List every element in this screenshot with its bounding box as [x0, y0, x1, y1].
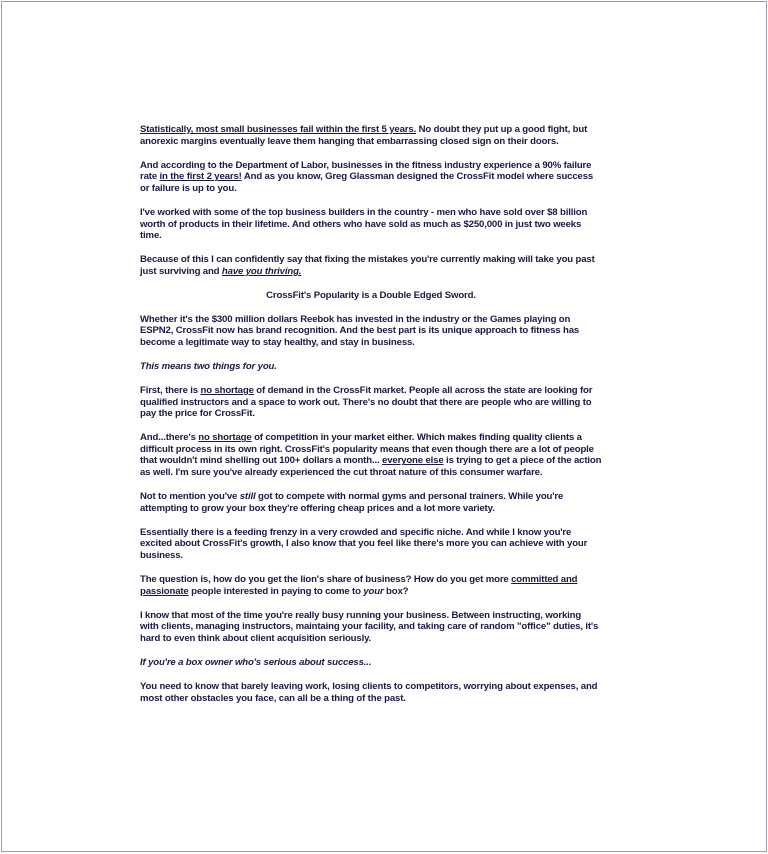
underlined-text: committed and passionate	[140, 574, 578, 597]
paragraph-text: Because of this I can confidently say that fixing the mistakes you're currently making will take you past just surviving and	[140, 254, 595, 277]
paragraph-text: people interested in paying to come to	[188, 585, 364, 597]
paragraph-3: I've worked with some of the top business builders in the country - men who have sold over $8 billion worth of products in their lifetime. And others who have sold as much as $250,000 in just two weeks time.	[140, 206, 588, 242]
paragraph-text: of competition in your market either. Which makes finding quality clients a difficult process in its own right. CrossFit's popularity means that even though there are a lot of people that wouldn't mind shelling out 100+ dollars a month...	[140, 432, 594, 467]
underlined-text: Statistically, most small businesses fail within the first 5 years.	[140, 124, 417, 135]
paragraph-12: I know that most of the time you're really busy running your business. Between instructing, working with clients, managing instructors, maintaing your facility, and taking care of random "office" duties, it's hard to even think about client acquisition seriously.	[140, 609, 599, 644]
paragraph-text: First, there is	[140, 384, 201, 396]
paragraph-13: If you're a box owner who's serious about success...	[140, 657, 372, 668]
paragraph-text: And...there's	[140, 432, 199, 444]
paragraph-text: is trying to get a piece of the action as well. I'm sure you've already experienced the cut throat nature of this consumer warfare.	[140, 455, 602, 478]
paragraph-text: got to compete with normal gyms and personal trainers. While you're attempting to grow your box they're offering cheap prices and a lot more variety.	[140, 491, 564, 514]
document-page	[1, 1, 767, 852]
underlined-text: no shortage	[198, 432, 252, 444]
paragraph-5: Whether it's the $300 million dollars Reebok has invested in the industry or the Games playing on ESPN2, CrossFit now has brand recognition. And the best part is its unique approach to fitness has become a legitimate way to stay healthy, and stay in business.	[140, 313, 580, 348]
paragraph-text: The question is, how do you get the lion's share of business? How do you get more	[140, 574, 512, 586]
paragraph-11	[140, 574, 602, 597]
paragraph-7	[140, 385, 602, 420]
paragraph-6: This means two things for you.	[140, 360, 277, 372]
paragraph-text: of demand in the CrossFit market. People all across the state are looking for qualified instructors and a space to work out. There's no doubt that there are people who are willing to pay the price for CrossFit.	[140, 384, 593, 420]
paragraph-text: No doubt they put up a good fight, but anorexic margins eventually leave them hanging that embarrassing closed sign on their doors.	[140, 124, 588, 147]
underlined-text: in the first 2 years!	[159, 171, 242, 183]
section-heading: CrossFit's Popularity is a Double Edged Sword.	[266, 289, 476, 301]
paragraph-1	[140, 124, 602, 147]
paragraph-text: Not to mention you've	[140, 491, 240, 503]
italic-text: your	[363, 585, 384, 597]
paragraph-9	[140, 491, 602, 514]
underlined-text: everyone else	[382, 455, 444, 467]
italic-text: still	[239, 491, 256, 503]
paragraph-8	[140, 432, 602, 478]
paragraph-14: You need to know that barely leaving work, losing clients to competitors, worrying about expenses, and most other obstacles you face, can all be a thing of the past.	[140, 681, 598, 704]
document-body	[140, 124, 602, 717]
underlined-italic-text: have you thriving.	[221, 265, 302, 277]
paragraph-10: Essentially there is a feeding frenzy in a very crowded and specific niche. And while I know you're excited about CrossFit's growth, I also know that you feel like there's more you can achieve with your business.	[140, 526, 588, 561]
paragraph-text: And according to the Department of Labor, businesses in the fitness industry experience a 90% failure rate	[140, 159, 592, 183]
paragraph-2	[140, 160, 602, 195]
underlined-text: no shortage	[200, 384, 254, 396]
paragraph-4	[140, 254, 602, 277]
paragraph-text: box?	[383, 585, 409, 597]
paragraph-text: And as you know, Greg Glassman designed the CrossFit model where success or failure is up to you.	[140, 171, 594, 194]
